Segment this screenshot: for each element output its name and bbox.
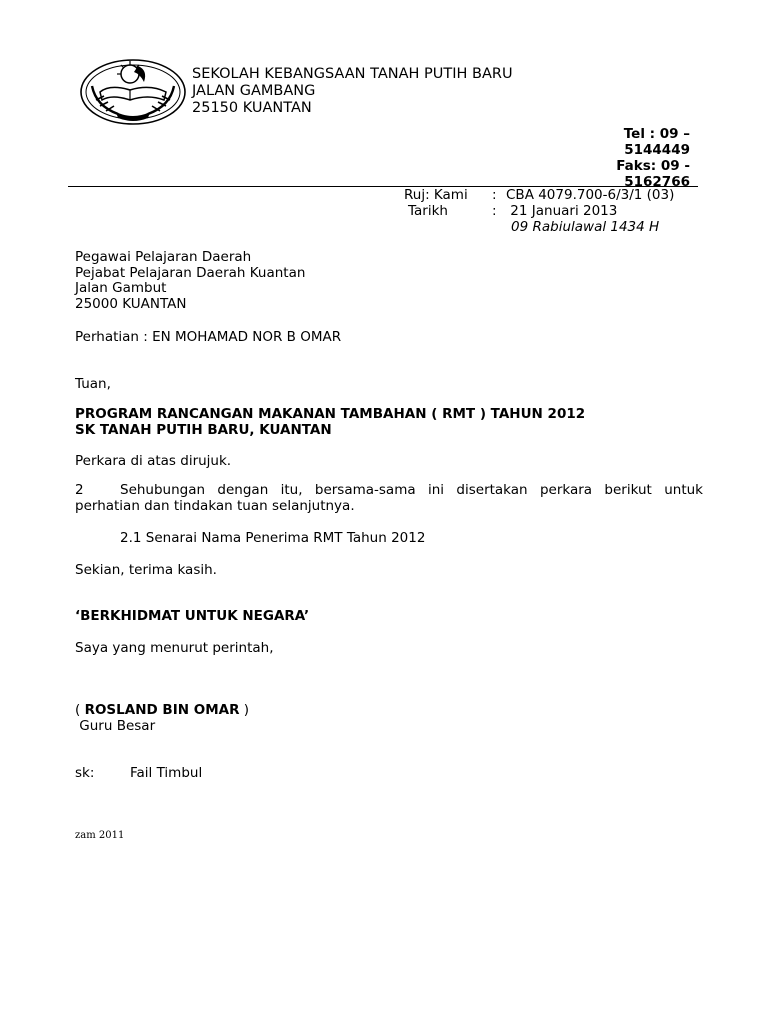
school-crest-logo xyxy=(78,56,188,128)
reference-block xyxy=(404,187,674,235)
school-postcode-city: 25150 KUANTAN xyxy=(192,100,312,116)
complimentary-close: Saya yang menurut perintah, xyxy=(75,640,274,656)
paragraph-2-text: Sehubungan dengan itu, bersama-sama ini disertakan perkara berikut untuk perhatian dan tindakan tuan selanjutnya. xyxy=(75,482,703,514)
copy-to xyxy=(75,765,202,781)
paren-close: ) xyxy=(239,702,250,718)
subject-line: SK TANAH PUTIH BARU, KUANTAN xyxy=(75,422,332,438)
fax-label: Faks: 09 - xyxy=(616,158,690,174)
date-label: Tarikh xyxy=(408,203,448,219)
fax-number: 5162766 xyxy=(624,174,690,190)
hijri-date: 09 Rabiulawal 1434 H xyxy=(511,219,660,235)
recipient-line: Pejabat Pelajaran Daerah Kuantan xyxy=(75,264,306,281)
school-name: SEKOLAH KEBANGSAAN TANAH PUTIH BARU xyxy=(192,66,513,82)
recipient-line: Pegawai Pelajaran Daerah xyxy=(75,249,252,265)
recipient-address xyxy=(75,250,305,312)
recipient-line: Jalan Gambut xyxy=(75,280,167,296)
subject-heading xyxy=(75,406,585,438)
school-address xyxy=(192,66,513,117)
motto: ‘BERKHIDMAT UNTUK NEGARA’ xyxy=(75,608,310,624)
enclosure-item: 2.1 Senarai Nama Penerima RMT Tahun 2012 xyxy=(120,530,426,546)
tel-label: Tel : 09 – xyxy=(623,126,690,142)
ref-label: Ruj: Kami xyxy=(404,187,468,203)
signature-block xyxy=(75,702,249,734)
paren-open: ( xyxy=(75,702,85,718)
closing-line: Sekian, terima kasih. xyxy=(75,562,217,578)
subject-line: PROGRAM RANCANGAN MAKANAN TAMBAHAN ( RMT ) TAHUN 2012 xyxy=(75,406,586,422)
paragraph-2 xyxy=(75,483,703,514)
cc-label: sk: xyxy=(75,765,95,781)
date-sep: : xyxy=(492,203,497,219)
attention-line: Perhatian : EN MOHAMAD NOR B OMAR xyxy=(75,329,342,345)
salutation: Tuan, xyxy=(75,376,111,392)
signer-name-row xyxy=(75,702,249,718)
contact-block xyxy=(560,126,690,190)
ref-row xyxy=(404,187,674,203)
paragraph-number: 2 xyxy=(75,482,84,498)
signer-title: Guru Besar xyxy=(75,718,156,734)
recipient-line: 25000 KUANTAN xyxy=(75,295,187,312)
footer-note: zam 2011 xyxy=(75,830,125,841)
signer-name: ROSLAND BIN OMAR xyxy=(84,702,240,718)
cc-value: Fail Timbul xyxy=(130,765,203,781)
ref-value: CBA 4079.700-6/3/1 (03) xyxy=(506,187,675,203)
date-value: 21 Januari 2013 xyxy=(506,203,618,219)
tel-number: 5144449 xyxy=(624,142,690,158)
school-street: JALAN GAMBANG xyxy=(192,83,316,99)
paragraph-1: Perkara di atas dirujuk. xyxy=(75,453,232,469)
ref-sep: : xyxy=(492,187,497,203)
date-row xyxy=(404,203,674,219)
